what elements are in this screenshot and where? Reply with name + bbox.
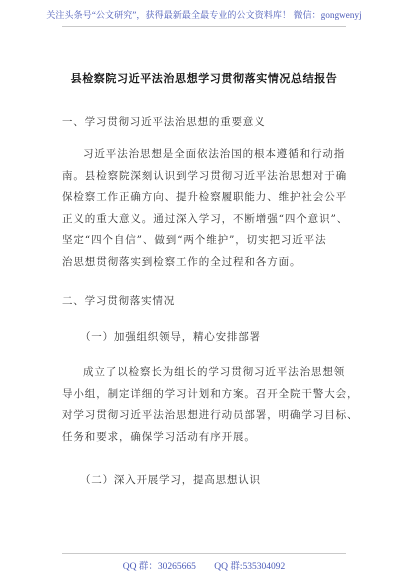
subsection-heading-1: （一）加强组织领导，精心安排部署	[80, 331, 261, 343]
paragraph-line: 保检察工作正确方向、提升检察履职能力、维护社会公平	[62, 191, 347, 203]
header-promo-text: 关注头条号“公文研究”，获得最新最全最专业的公文资料库！ 微信：gongwenyj	[46, 10, 362, 20]
footer-qq-group-2: QQ 群:535304092	[214, 562, 286, 572]
subsection-heading-2: （二）深入开展学习，提高思想认识	[80, 474, 261, 486]
footer-contact	[0, 558, 408, 572]
paragraph-organization	[62, 362, 359, 448]
section-heading-2: 二、学习贯彻落实情况	[62, 295, 175, 307]
footer-divider	[62, 553, 346, 554]
paragraph-line: 南。县检察院深刻认识到学习贯彻习近平法治思想对于确	[62, 169, 347, 182]
paragraph-significance	[62, 144, 352, 273]
paragraph-line: 导小组，制定详细的学习计划和方案。召开全院干警大会，	[62, 387, 359, 400]
header-divider	[62, 26, 346, 27]
section-heading-1: 一、学习贯彻习近平法治思想的重要意义	[62, 116, 266, 128]
paragraph-line: 任务和要求，确保学习活动有序开展。	[62, 430, 256, 443]
document-title: 县检察院习近平法治思想学习贯彻落实情况总结报告	[70, 72, 338, 85]
paragraph-line: 习近平法治思想是全面依法治国的根本遵循和行动指	[83, 148, 346, 160]
footer-qq-group-1: QQ 群：30265665	[122, 562, 196, 572]
paragraph-line: 治思想贯彻落实到检察工作的全过程和各方面。	[62, 255, 302, 268]
paragraph-line: 坚定“四个自信”、做到“两个维护”，切实把习近平法	[62, 234, 327, 246]
paragraph-line: 正义的重大意义。通过深入学习，不断增强“四个意识”、	[62, 212, 349, 225]
paragraph-line: 对学习贯彻习近平法治思想进行动员部署，明确学习目标、	[62, 409, 359, 421]
paragraph-line: 成立了以检察长为组长的学习贯彻习近平法治思想领	[83, 366, 346, 378]
